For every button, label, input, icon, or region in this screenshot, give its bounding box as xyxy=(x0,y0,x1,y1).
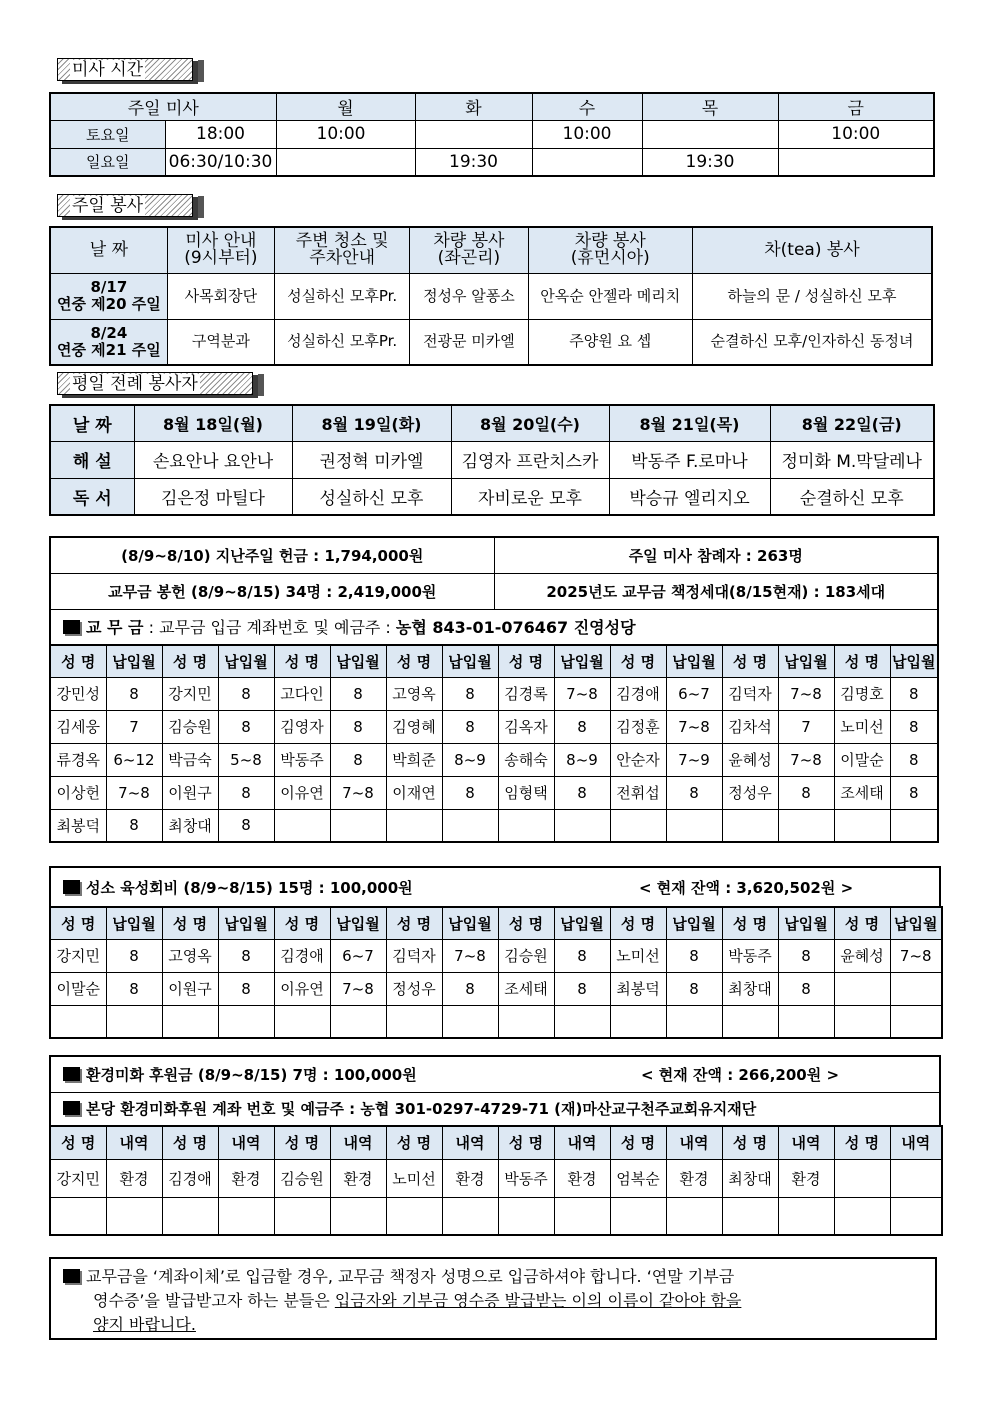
col-header-name: 성 명 xyxy=(610,907,666,939)
member-name: 안순자 xyxy=(610,743,666,776)
service-header: 차량 봉사 (휴먼시아) xyxy=(528,227,692,273)
mass-header-fri: 금 xyxy=(778,93,934,120)
col-header-value: 납입월 xyxy=(778,645,834,677)
member-value xyxy=(778,809,834,842)
member-name: 박동주 xyxy=(722,939,778,972)
col-header-name: 성 명 xyxy=(610,1126,666,1159)
col-header-name: 성 명 xyxy=(834,645,890,677)
mass-row-label: 토요일 xyxy=(50,120,165,148)
col-header-value: 내역 xyxy=(890,1126,942,1159)
member-value: 환경 xyxy=(218,1159,274,1197)
col-header-value: 내역 xyxy=(330,1126,386,1159)
bullet-square-icon xyxy=(63,1269,80,1283)
member-value: 8 xyxy=(666,972,722,1005)
dues-account: 교 무 금 : 교무금 입금 계좌번호 및 예금주 : 농협 843-01-076467 진영성당 xyxy=(50,609,938,645)
member-name: 김경록 xyxy=(498,677,554,710)
col-header-name: 성 명 xyxy=(162,645,218,677)
service-cell: 주양원 요 셉 xyxy=(528,319,692,365)
member-name xyxy=(834,809,890,842)
col-header-value: 납입월 xyxy=(330,645,386,677)
member-value: 8 xyxy=(442,776,498,809)
member-value: 6~7 xyxy=(330,939,386,972)
member-value xyxy=(890,809,938,842)
col-header-name: 성 명 xyxy=(274,1126,330,1159)
env-fund-title: 환경미화 후원금 (8/9~8/15) 7명 : 100,000원 xyxy=(50,1056,641,1092)
member-name: 이원구 xyxy=(162,776,218,809)
col-header-name: 성 명 xyxy=(722,645,778,677)
member-value: 환경 xyxy=(330,1159,386,1197)
mass-times-label: 미사 시간 xyxy=(57,58,193,81)
member-value: 8 xyxy=(442,972,498,1005)
member-value: 7~8 xyxy=(778,677,834,710)
mass-header-wed: 수 xyxy=(532,93,642,120)
member-name: 김세웅 xyxy=(50,710,106,743)
member-value xyxy=(666,1005,722,1038)
member-name: 노미선 xyxy=(610,939,666,972)
member-value: 8 xyxy=(106,972,162,1005)
member-value xyxy=(890,972,942,1005)
notice-line-1: 교무금을 ‘계좌이체’로 입금할 경우, 교무금 책정자 성명으로 입금하셔야 합니다. ‘연말 기부금 xyxy=(63,1265,923,1289)
mass-time-cell xyxy=(532,148,642,176)
member-value xyxy=(666,1197,722,1235)
bullet-square-icon xyxy=(63,1067,80,1081)
member-name: 이상헌 xyxy=(50,776,106,809)
dues-households: 2025년도 교무금 책정세대(8/15현재) : 183세대 xyxy=(494,573,938,609)
col-header-name: 성 명 xyxy=(498,645,554,677)
member-name: 엄복순 xyxy=(610,1159,666,1197)
member-value: 8 xyxy=(554,776,610,809)
member-value: 환경 xyxy=(442,1159,498,1197)
member-name: 김영자 xyxy=(274,710,330,743)
col-header-value: 납입월 xyxy=(106,645,162,677)
member-value: 8 xyxy=(106,939,162,972)
member-value xyxy=(330,1005,386,1038)
col-header-value: 내역 xyxy=(218,1126,274,1159)
col-header-name: 성 명 xyxy=(274,907,330,939)
member-name: 조세태 xyxy=(498,972,554,1005)
liturgy-cell: 박동주 F.로마나 xyxy=(609,441,770,478)
dues-table xyxy=(49,644,939,843)
member-value: 8 xyxy=(330,677,386,710)
member-value: 8 xyxy=(778,776,834,809)
member-name: 김승원 xyxy=(498,939,554,972)
shrine-fund-header xyxy=(49,866,941,908)
member-value xyxy=(330,1197,386,1235)
mass-time-cell xyxy=(642,120,778,148)
member-value: 6~7 xyxy=(666,677,722,710)
mass-time-cell: 10:00 xyxy=(532,120,642,148)
member-value xyxy=(106,1197,162,1235)
env-fund-balance: < 현재 잔액 : 266,200원 > xyxy=(641,1056,940,1092)
col-header-value: 납입월 xyxy=(218,907,274,939)
member-name: 김경애 xyxy=(274,939,330,972)
member-name xyxy=(834,1005,890,1038)
col-header-value: 납입월 xyxy=(666,645,722,677)
member-name xyxy=(722,1005,778,1038)
member-name: 강지민 xyxy=(50,939,106,972)
member-name: 정성우 xyxy=(386,972,442,1005)
member-name: 최봉덕 xyxy=(610,972,666,1005)
col-header-value: 내역 xyxy=(666,1126,722,1159)
member-value: 8 xyxy=(666,776,722,809)
member-name: 이유연 xyxy=(274,972,330,1005)
member-name: 노미선 xyxy=(386,1159,442,1197)
col-header-name: 성 명 xyxy=(50,1126,106,1159)
member-value xyxy=(890,1159,942,1197)
member-name: 노미선 xyxy=(834,710,890,743)
member-value: 7~8 xyxy=(442,939,498,972)
member-name: 고영옥 xyxy=(162,939,218,972)
col-header-name: 성 명 xyxy=(722,907,778,939)
col-header-value: 납입월 xyxy=(554,907,610,939)
member-name: 이유연 xyxy=(274,776,330,809)
col-header-name: 성 명 xyxy=(162,1126,218,1159)
member-value: 8 xyxy=(218,710,274,743)
service-date: 8/24 연중 제21 주일 xyxy=(50,319,167,365)
env-fund-table xyxy=(49,1125,943,1236)
service-header: 주변 청소 및 주차안내 xyxy=(275,227,410,273)
col-header-value: 납입월 xyxy=(442,645,498,677)
col-header-name: 성 명 xyxy=(722,1126,778,1159)
member-name xyxy=(610,809,666,842)
member-name: 김영혜 xyxy=(386,710,442,743)
member-name: 최창대 xyxy=(722,1159,778,1197)
member-value: 8 xyxy=(218,776,274,809)
liturgy-header: 8월 22일(금) xyxy=(770,405,934,441)
member-value: 8 xyxy=(106,677,162,710)
mass-time-cell: 18:00 xyxy=(165,120,276,148)
service-cell: 구역분과 xyxy=(167,319,274,365)
member-value: 8 xyxy=(778,972,834,1005)
member-name: 강민성 xyxy=(50,677,106,710)
member-value: 8 xyxy=(890,743,938,776)
member-value: 환경 xyxy=(666,1159,722,1197)
dues-offering: 교무금 봉헌 (8/9~8/15) 34명 : 2,419,000원 xyxy=(50,573,494,609)
member-value: 8 xyxy=(554,710,610,743)
service-header: 날 짜 xyxy=(50,227,167,273)
member-value xyxy=(778,1005,834,1038)
member-name xyxy=(274,1197,330,1235)
member-name xyxy=(274,809,330,842)
member-value: 7 xyxy=(106,710,162,743)
member-value xyxy=(890,1197,942,1235)
liturgy-row-label: 해 설 xyxy=(50,441,134,478)
col-header-value: 내역 xyxy=(778,1126,834,1159)
liturgy-cell: 순결하신 모후 xyxy=(770,478,934,515)
member-name: 김덕자 xyxy=(722,677,778,710)
member-value: 8 xyxy=(666,939,722,972)
mass-header-sunday: 주일 미사 xyxy=(50,93,276,120)
member-name xyxy=(498,809,554,842)
liturgy-cell: 김영자 프란치스카 xyxy=(451,441,609,478)
member-name xyxy=(498,1197,554,1235)
service-cell: 안옥순 안젤라 메리치 xyxy=(528,273,692,319)
shrine-fund-table xyxy=(49,906,943,1039)
member-value: 8~9 xyxy=(442,743,498,776)
member-name xyxy=(834,1159,890,1197)
member-value: 7~8 xyxy=(106,776,162,809)
member-name: 윤혜성 xyxy=(722,743,778,776)
mass-time-cell: 10:00 xyxy=(778,120,934,148)
mass-time-cell xyxy=(778,148,934,176)
sunday-service-table xyxy=(49,226,933,366)
col-header-name: 성 명 xyxy=(498,1126,554,1159)
member-value: 8 xyxy=(106,809,162,842)
member-name: 김명호 xyxy=(834,677,890,710)
sunday-service-label: 주일 봉사 xyxy=(57,194,193,217)
col-header-value: 내역 xyxy=(442,1126,498,1159)
col-header-value: 납입월 xyxy=(554,645,610,677)
member-value: 8~9 xyxy=(554,743,610,776)
member-name xyxy=(834,972,890,1005)
member-name: 류경옥 xyxy=(50,743,106,776)
notice-box xyxy=(49,1257,937,1340)
col-header-name: 성 명 xyxy=(386,645,442,677)
member-name: 최창대 xyxy=(162,809,218,842)
member-name xyxy=(162,1005,218,1038)
member-name: 박동주 xyxy=(274,743,330,776)
member-name: 김경애 xyxy=(610,677,666,710)
member-value: 8 xyxy=(218,677,274,710)
member-name: 임형택 xyxy=(498,776,554,809)
weekday-liturgy-label: 평일 전례 봉사자 xyxy=(57,372,253,395)
col-header-name: 성 명 xyxy=(834,907,890,939)
col-header-value: 납입월 xyxy=(330,907,386,939)
col-header-name: 성 명 xyxy=(50,645,106,677)
member-value xyxy=(442,809,498,842)
liturgy-header: 8월 19일(화) xyxy=(292,405,451,441)
member-value xyxy=(218,1005,274,1038)
col-header-value: 내역 xyxy=(554,1126,610,1159)
service-header: 차량 봉사 (좌곤리) xyxy=(410,227,528,273)
mass-row-label: 일요일 xyxy=(50,148,165,176)
member-name: 정성우 xyxy=(722,776,778,809)
member-value: 7~8 xyxy=(890,939,942,972)
member-name xyxy=(498,1005,554,1038)
member-value xyxy=(442,1197,498,1235)
member-value: 8 xyxy=(442,710,498,743)
member-value: 8 xyxy=(218,972,274,1005)
member-name: 김승원 xyxy=(274,1159,330,1197)
member-name: 이말순 xyxy=(50,972,106,1005)
member-name: 박희준 xyxy=(386,743,442,776)
member-value: 8 xyxy=(442,677,498,710)
member-name xyxy=(50,1005,106,1038)
member-value: 7~9 xyxy=(666,743,722,776)
member-name: 김옥자 xyxy=(498,710,554,743)
member-name: 고영옥 xyxy=(386,677,442,710)
member-name: 김덕자 xyxy=(386,939,442,972)
weekday-liturgy-table xyxy=(49,404,935,516)
col-header-value: 납입월 xyxy=(666,907,722,939)
col-header-name: 성 명 xyxy=(274,645,330,677)
notice-line-3: 양지 바랍니다. xyxy=(93,1315,196,1334)
col-header-name: 성 명 xyxy=(386,907,442,939)
member-value: 8 xyxy=(890,776,938,809)
member-value: 8 xyxy=(890,677,938,710)
bullet-square-icon xyxy=(63,620,80,634)
liturgy-cell: 박승규 엘리지오 xyxy=(609,478,770,515)
mass-header-tue: 화 xyxy=(415,93,532,120)
member-value xyxy=(554,1197,610,1235)
col-header-value: 납입월 xyxy=(890,645,938,677)
member-value: 8 xyxy=(554,972,610,1005)
member-name: 이원구 xyxy=(162,972,218,1005)
mass-header-thu: 목 xyxy=(642,93,778,120)
offering-summary-table xyxy=(49,536,939,646)
liturgy-cell: 김은정 마틸다 xyxy=(134,478,292,515)
liturgy-header: 8월 20일(수) xyxy=(451,405,609,441)
member-name: 전휘섭 xyxy=(610,776,666,809)
env-fund-header xyxy=(49,1055,941,1127)
member-value: 7~8 xyxy=(778,743,834,776)
shrine-fund-balance: < 현재 잔액 : 3,620,502원 > xyxy=(639,878,854,897)
service-cell: 전광문 미카엘 xyxy=(410,319,528,365)
member-value xyxy=(106,1005,162,1038)
member-name: 김차석 xyxy=(722,710,778,743)
member-name: 이재연 xyxy=(386,776,442,809)
sunday-attendance: 주일 미사 참례자 : 263명 xyxy=(494,537,938,573)
member-value: 8 xyxy=(330,743,386,776)
col-header-name: 성 명 xyxy=(498,907,554,939)
member-value: 8 xyxy=(554,939,610,972)
member-name: 윤혜성 xyxy=(834,939,890,972)
member-value: 8 xyxy=(330,710,386,743)
member-name xyxy=(386,809,442,842)
col-header-value: 납입월 xyxy=(218,645,274,677)
liturgy-cell: 권정혁 미카엘 xyxy=(292,441,451,478)
member-value xyxy=(442,1005,498,1038)
service-header: 미사 안내 (9시부터) xyxy=(167,227,274,273)
member-name xyxy=(722,809,778,842)
service-header: 차(tea) 봉사 xyxy=(692,227,932,273)
member-name: 김경애 xyxy=(162,1159,218,1197)
service-cell: 순결하신 모후/인자하신 동정녀 xyxy=(692,319,932,365)
member-name: 최봉덕 xyxy=(50,809,106,842)
member-value: 환경 xyxy=(106,1159,162,1197)
mass-header-mon: 월 xyxy=(276,93,415,120)
service-cell: 정성우 알퐁소 xyxy=(410,273,528,319)
member-name xyxy=(50,1197,106,1235)
liturgy-row-label: 독 서 xyxy=(50,478,134,515)
member-name: 박금숙 xyxy=(162,743,218,776)
member-value xyxy=(890,1005,942,1038)
member-name: 고다인 xyxy=(274,677,330,710)
liturgy-cell: 손요안나 요안나 xyxy=(134,441,292,478)
col-header-value: 내역 xyxy=(106,1126,162,1159)
member-value: 7~8 xyxy=(666,710,722,743)
service-cell: 성실하신 모후Pr. xyxy=(275,273,410,319)
service-date: 8/17 연중 제20 주일 xyxy=(50,273,167,319)
member-value: 환경 xyxy=(778,1159,834,1197)
member-value xyxy=(554,1005,610,1038)
col-header-name: 성 명 xyxy=(386,1126,442,1159)
col-header-name: 성 명 xyxy=(834,1126,890,1159)
mass-time-cell xyxy=(415,120,532,148)
liturgy-header: 8월 18일(월) xyxy=(134,405,292,441)
member-value xyxy=(666,809,722,842)
mass-time-cell xyxy=(276,148,415,176)
col-header-value: 납입월 xyxy=(778,907,834,939)
member-name xyxy=(722,1197,778,1235)
member-name: 강지민 xyxy=(162,677,218,710)
service-cell: 성실하신 모후Pr. xyxy=(275,319,410,365)
member-name: 김승원 xyxy=(162,710,218,743)
member-name: 김정훈 xyxy=(610,710,666,743)
member-name xyxy=(386,1197,442,1235)
member-name xyxy=(386,1005,442,1038)
env-fund-account: 본당 환경미화후원 계좌 번호 및 예금주 : 농협 301-0297-4729-71 (재)마산교구천주교회유지재단 xyxy=(50,1092,940,1126)
mass-time-cell: 19:30 xyxy=(415,148,532,176)
service-cell: 하늘의 문 / 성실하신 모후 xyxy=(692,273,932,319)
member-value: 7~8 xyxy=(330,776,386,809)
col-header-value: 납입월 xyxy=(890,907,942,939)
last-sunday-offering: (8/9~8/10) 지난주일 헌금 : 1,794,000원 xyxy=(50,537,494,573)
col-header-name: 성 명 xyxy=(610,645,666,677)
member-value xyxy=(778,1197,834,1235)
member-name xyxy=(834,1197,890,1235)
member-name: 이말순 xyxy=(834,743,890,776)
mass-time-cell: 06:30/10:30 xyxy=(165,148,276,176)
bullet-square-icon xyxy=(63,880,80,894)
member-name: 송해숙 xyxy=(498,743,554,776)
liturgy-cell: 자비로운 모후 xyxy=(451,478,609,515)
member-name: 조세태 xyxy=(834,776,890,809)
member-name xyxy=(610,1005,666,1038)
bullet-square-icon xyxy=(63,1101,80,1115)
mass-times-table xyxy=(49,92,935,177)
service-cell: 사목회장단 xyxy=(167,273,274,319)
liturgy-cell: 성실하신 모후 xyxy=(292,478,451,515)
member-name xyxy=(274,1005,330,1038)
member-name: 최창대 xyxy=(722,972,778,1005)
mass-time-cell: 19:30 xyxy=(642,148,778,176)
col-header-value: 납입월 xyxy=(106,907,162,939)
liturgy-header: 날 짜 xyxy=(50,405,134,441)
member-value: 7~8 xyxy=(554,677,610,710)
member-value xyxy=(330,809,386,842)
member-value xyxy=(218,1197,274,1235)
member-name xyxy=(162,1197,218,1235)
col-header-value: 납입월 xyxy=(442,907,498,939)
col-header-name: 성 명 xyxy=(50,907,106,939)
member-value: 8 xyxy=(218,809,274,842)
member-name xyxy=(610,1197,666,1235)
member-value: 7~8 xyxy=(330,972,386,1005)
member-value: 8 xyxy=(778,939,834,972)
liturgy-cell: 정미화 M.막달레나 xyxy=(770,441,934,478)
member-name: 박동주 xyxy=(498,1159,554,1197)
member-value: 5~8 xyxy=(218,743,274,776)
mass-time-cell: 10:00 xyxy=(276,120,415,148)
member-value: 7 xyxy=(778,710,834,743)
member-value: 8 xyxy=(890,710,938,743)
member-value xyxy=(554,809,610,842)
member-value: 환경 xyxy=(554,1159,610,1197)
member-value: 6~12 xyxy=(106,743,162,776)
liturgy-header: 8월 21일(목) xyxy=(609,405,770,441)
member-name: 강지민 xyxy=(50,1159,106,1197)
notice-line-2: 영수증’을 발급받고자 하는 분들은 입금자와 기부금 영수증 발급받는 이의 이름이 같아야 함을 xyxy=(93,1291,742,1310)
member-value: 8 xyxy=(218,939,274,972)
shrine-fund-title: 성소 육성회비 (8/9~8/15) 15명 : 100,000원 xyxy=(50,867,639,907)
col-header-name: 성 명 xyxy=(162,907,218,939)
